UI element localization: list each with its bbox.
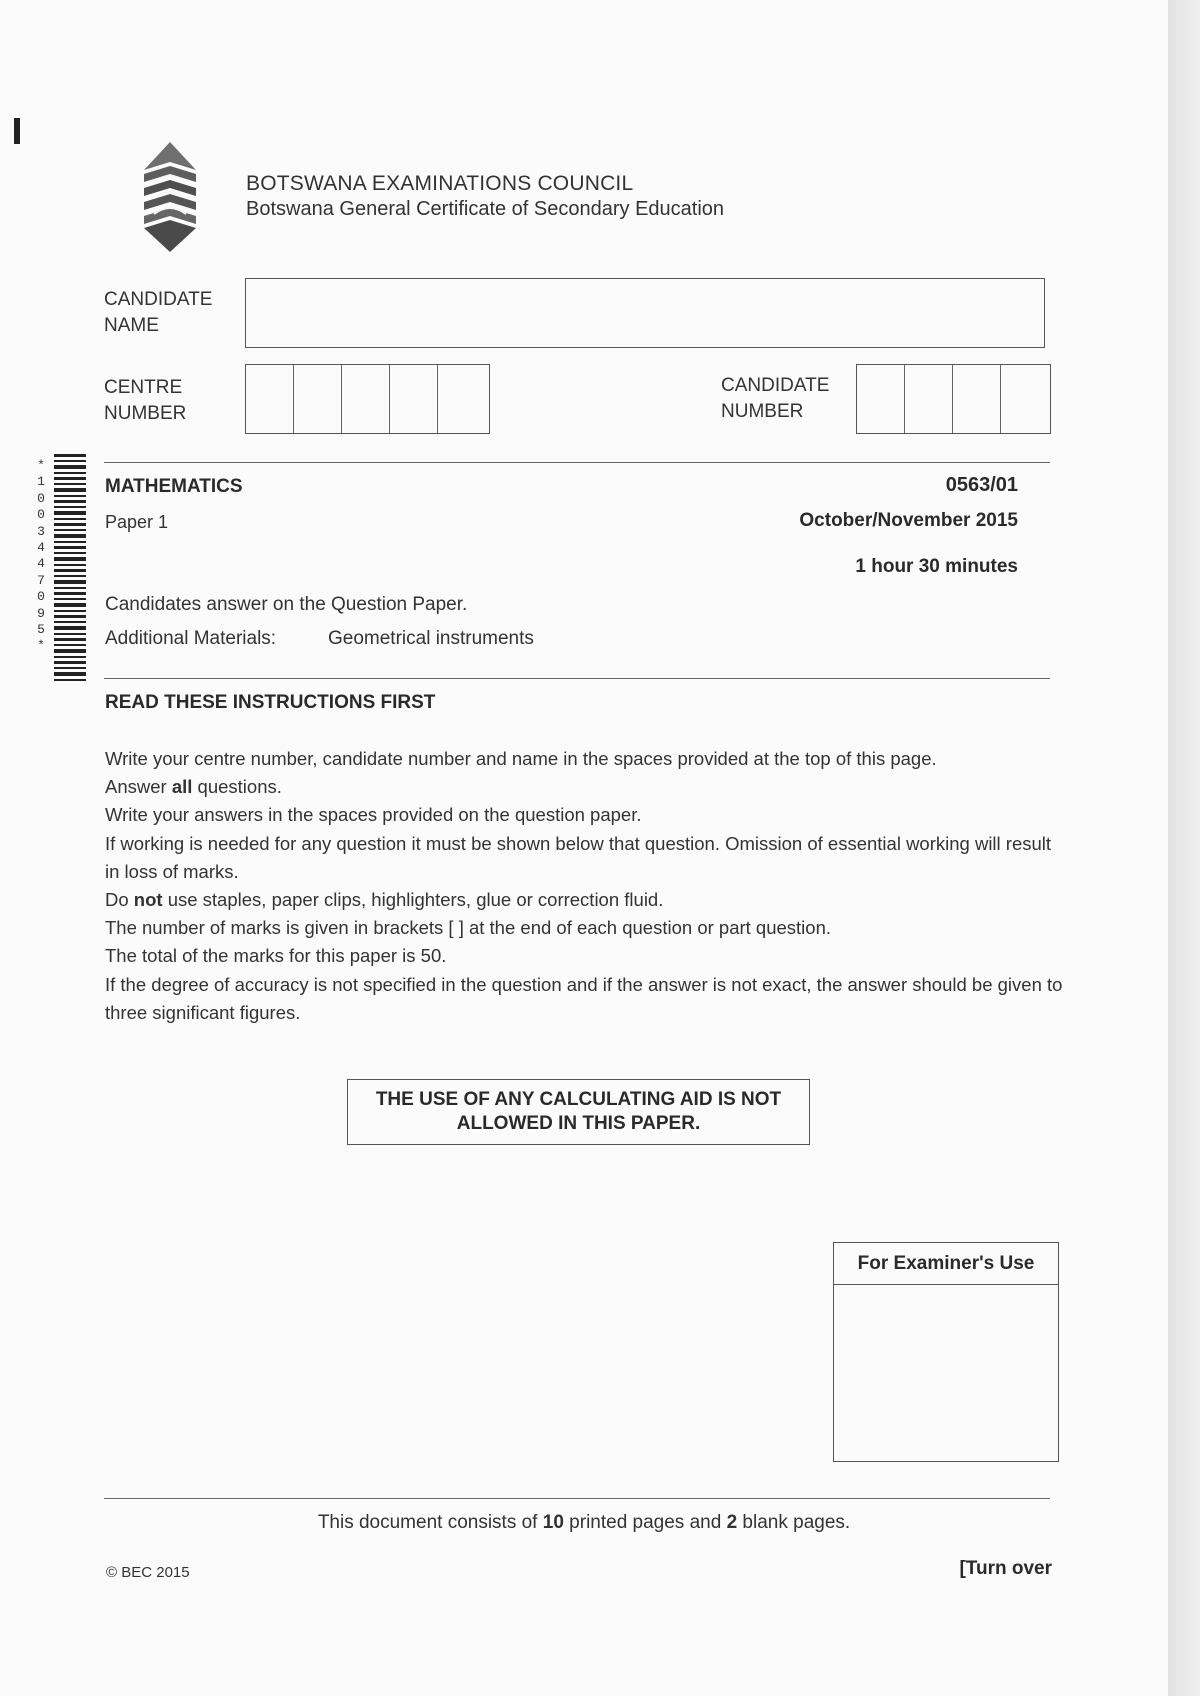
materials-label: Additional Materials: bbox=[105, 628, 277, 649]
paper-number: Paper 1 bbox=[105, 512, 169, 532]
divider-instructions bbox=[104, 678, 1050, 679]
centre-number-digit-box[interactable] bbox=[246, 365, 294, 433]
candidate-number-digit-box[interactable] bbox=[905, 365, 953, 433]
registration-mark bbox=[14, 118, 20, 144]
instruction-line: If working is needed for any question it must be shown below that question. Omission of essential working will result in loss of marks. bbox=[105, 832, 1052, 882]
centre-number-digit-box[interactable] bbox=[438, 365, 486, 433]
council-name: BOTSWANA EXAMINATIONS COUNCIL bbox=[246, 172, 634, 195]
candidate-number-digit-box[interactable] bbox=[857, 365, 905, 433]
exam-duration: 1 hour 30 minutes bbox=[855, 556, 1018, 577]
centre-number-digit-box[interactable] bbox=[342, 365, 390, 433]
divider-top bbox=[104, 462, 1050, 463]
materials-value: Geometrical instruments bbox=[328, 628, 534, 649]
page-count-note: This document consists of 10 printed pages and 2 blank pages. bbox=[317, 1512, 851, 1533]
instruction-line: If the degree of accuracy is not specified in the question and if the answer is not exact, the answer should be given to three significant figures. bbox=[105, 973, 1063, 1023]
candidate-name-label: CANDIDATE NAME bbox=[104, 289, 213, 336]
subject-title: MATHEMATICS bbox=[105, 476, 243, 497]
candidate-name-field[interactable] bbox=[245, 278, 1045, 348]
answer-location-note: Candidates answer on the Question Paper. bbox=[105, 594, 468, 615]
bec-logo-icon bbox=[136, 142, 204, 252]
candidate-number-label: CANDIDATE NUMBER bbox=[721, 375, 830, 422]
instruction-line: The number of marks is given in brackets [ ] at the end of each question or part question. bbox=[105, 917, 832, 939]
centre-number-digit-box[interactable] bbox=[294, 365, 342, 433]
instruction-line: The total of the marks for this paper is 50. bbox=[105, 945, 447, 967]
examiner-use-heading: For Examiner's Use bbox=[834, 1243, 1058, 1285]
centre-number-field[interactable] bbox=[245, 364, 490, 434]
paper-code: 0563/01 bbox=[945, 474, 1018, 496]
centre-number-label: CENTRE NUMBER bbox=[104, 377, 187, 424]
candidate-number-digit-box[interactable] bbox=[953, 365, 1001, 433]
instruction-line: Do not use staples, paper clips, highlighters, glue or correction fluid. bbox=[105, 889, 664, 911]
instruction-line: Write your centre number, candidate number and name in the spaces provided at the top of this page. bbox=[105, 748, 937, 769]
certificate-name: Botswana General Certificate of Secondary Education bbox=[246, 198, 725, 220]
page-edge-shadow bbox=[1168, 0, 1200, 1696]
divider-footer bbox=[104, 1498, 1050, 1499]
copyright: © BEC 2015 bbox=[106, 1564, 190, 1581]
exam-session: October/November 2015 bbox=[799, 510, 1018, 531]
centre-number-digit-box[interactable] bbox=[390, 365, 438, 433]
instructions-heading: READ THESE INSTRUCTIONS FIRST bbox=[105, 692, 436, 713]
candidate-number-digit-box[interactable] bbox=[1001, 365, 1049, 433]
instruction-line: Write your answers in the spaces provided on the question paper. bbox=[105, 804, 642, 826]
examiner-use-box bbox=[833, 1242, 1059, 1462]
barcode-text: * 1 0 0 3 4 4 7 0 9 5 * bbox=[37, 458, 45, 654]
instruction-line: Answer all questions. bbox=[105, 776, 282, 798]
calculator-notice: THE USE OF ANY CALCULATING AID IS NOT ALLOWED IN THIS PAPER. bbox=[347, 1079, 810, 1145]
candidate-number-field[interactable] bbox=[856, 364, 1051, 434]
turn-over: [Turn over bbox=[959, 1558, 1052, 1579]
instructions-list bbox=[105, 745, 1065, 1027]
